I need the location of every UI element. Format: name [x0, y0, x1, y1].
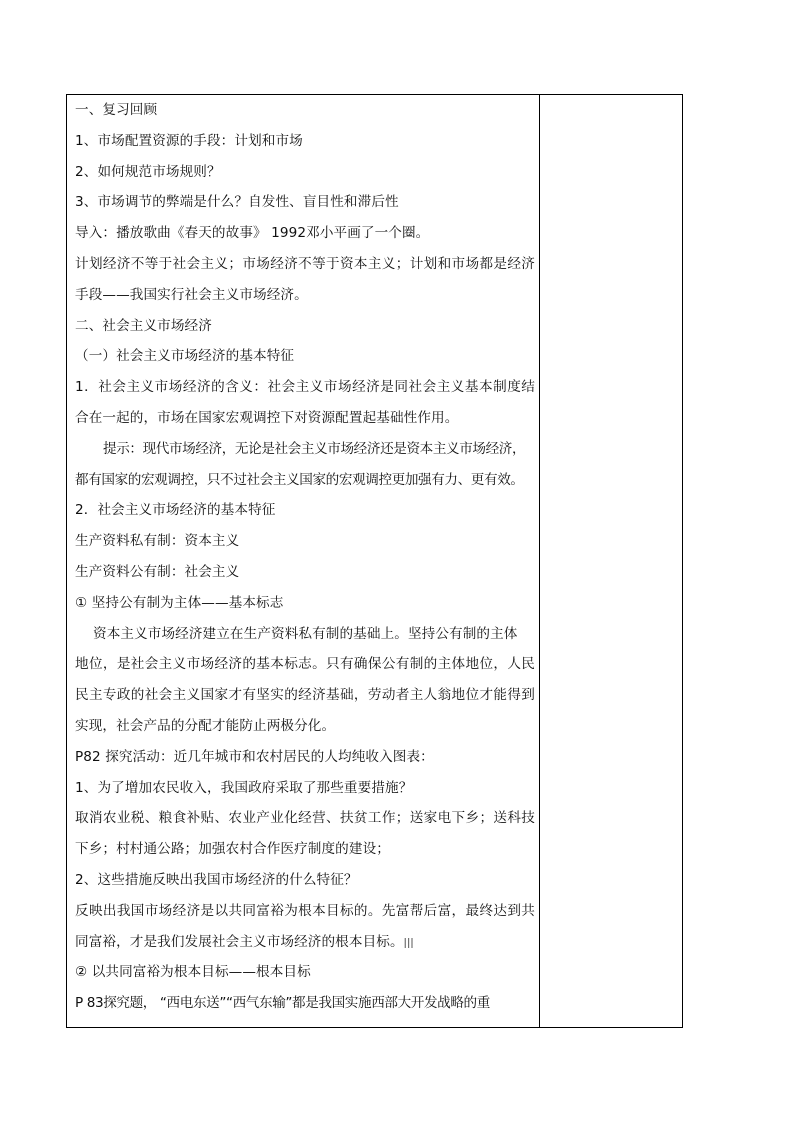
text-line: 导入：播放歌曲《春天的故事》 1992邓小平画了一个圈。 — [75, 225, 430, 242]
text-line: 2．社会主义市场经济的基本特征 — [75, 502, 276, 519]
text-line: P82 探究活动：近几年城市和农村居民的人均纯收入图表： — [75, 748, 434, 765]
lesson-content — [75, 100, 535, 1024]
lesson-table — [66, 94, 683, 1028]
text-line: 生产资料公有制：社会主义 — [75, 563, 240, 580]
text-line: 下乡；村村通公路；加强农村合作医疗制度的建设； — [75, 841, 390, 858]
glyph-mark: ǀǀǀ — [403, 935, 414, 949]
column-divider — [539, 95, 540, 1027]
text-line: 取消农业税、粮食补贴、农业产业化经营、扶贫工作；送家电下乡；送科技 — [75, 810, 535, 827]
text-line: 地位，是社会主义市场经济的基本标志。只有确保公有制的主体地位，人民 — [75, 656, 535, 673]
text-line: 实现，社会产品的分配才能防止两极分化。 — [75, 717, 336, 734]
text-line: 一、复习回顾 — [75, 102, 158, 118]
text-line: ② 以共同富裕为根本目标——根本目标 — [75, 964, 311, 981]
text-line: （一）社会主义市场经济的基本特征 — [75, 348, 295, 365]
text-line: 提示：现代市场经济，无论是社会主义市场经济还是资本主义市场经济， — [103, 440, 526, 457]
text-line: 计划经济不等于社会主义；市场经济不等于资本主义；计划和市场都是经济 — [75, 255, 535, 272]
text-line: 生产资料私有制：资本主义 — [75, 533, 240, 550]
text-line: 资本主义市场经济建立在生产资料私有制的基础上。坚持公有制的主体 — [93, 625, 518, 642]
text-line — [75, 932, 535, 952]
text-line: P 83探究题， “西电东送”“西气东输”都是我国实施西部大开发战略的重 — [75, 995, 490, 1012]
text-line: 反映出我国市场经济是以共同富裕为根本目标的。先富帮后富，最终达到共 — [75, 902, 535, 919]
text-line: 二、社会主义市场经济 — [75, 317, 212, 334]
text-line: 都有国家的宏观调控，只不过社会主义国家的宏观调控更加强有力、更有效。 — [75, 471, 524, 488]
text-line: 1、为了增加农民收入，我国政府采取了那些重要措施？ — [75, 779, 413, 796]
text-line: 3、市场调节的弊端是什么？自发性、盲目性和滞后性 — [75, 194, 399, 211]
text-line: 民主专政的社会主义国家才有坚实的经济基础，劳动者主人翁地位才能得到 — [75, 687, 535, 704]
text-line: ① 坚持公有制为主体——基本标志 — [75, 594, 284, 611]
text-line: 1、市场配置资源的手段：计划和市场 — [75, 132, 303, 149]
text-line: 手段——我国实行社会主义市场经济。 — [75, 286, 308, 303]
text-line: 合在一起的，市场在国家宏观调控下对资源配置起基础性作用。 — [75, 409, 459, 426]
text-span: 同富裕，才是我们发展社会主义市场经济的根本目标。 — [75, 933, 404, 950]
text-line: 1．社会主义市场经济的含义：社会主义市场经济是同社会主义基本制度结 — [75, 379, 535, 396]
text-line: 2、如何规范市场规则？ — [75, 163, 221, 180]
text-line: 2、这些措施反映出我国市场经济的什么特征？ — [75, 871, 358, 888]
